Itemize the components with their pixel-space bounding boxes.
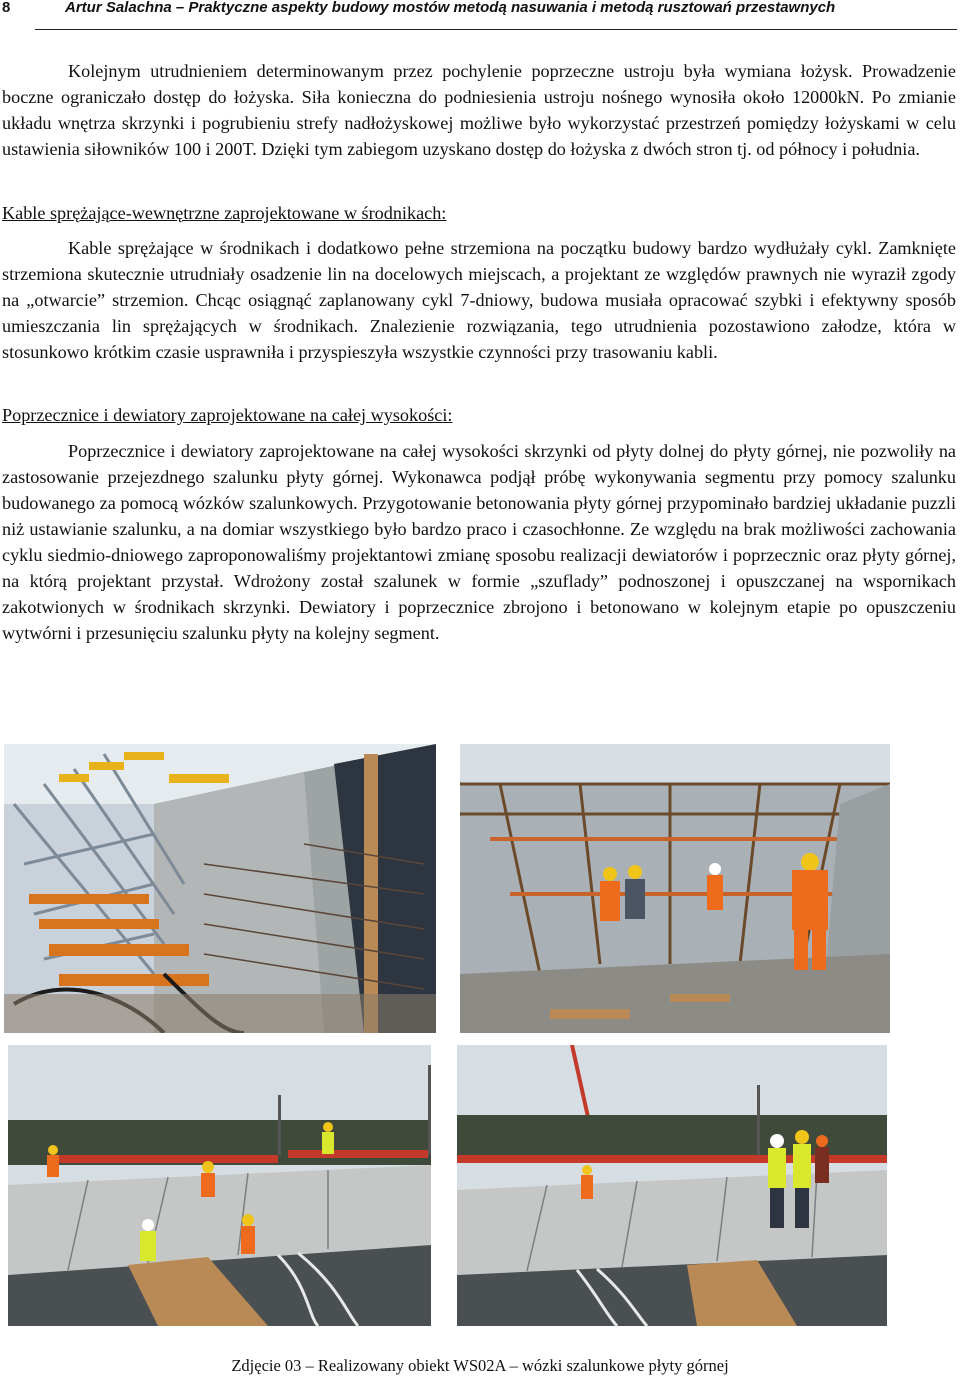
section-heading-crossbeams: Poprzecznice i dewiatory zaprojektowane na całej wysokości:	[2, 405, 453, 425]
intro-paragraph: Kolejnym utrudnieniem determinowanym przez pochylenie poprzeczne ustroju była wymiana łożysk. Prowadzenie boczne ograniczało dostęp do łożyska. Siła konieczna do podniesienia ustroju nośnego wynosiła około 12000kN. Po zmianie układu wnętrza skrzynki i pogrubieniu strefy nadłożyskowej możliwe było wykorzystać przestrzeń pomiędzy łożyskami w celu ustawienia siłowników 100 i 200T. Dzięki tym zabiegom uzyskano dostęp do łożyska z dwóch stron tj. od północy i południa.	[2, 61, 956, 159]
photo-deck-left	[8, 1045, 431, 1326]
photo-web-formwork-graphic	[4, 744, 436, 1033]
page-header	[0, 0, 960, 30]
cables-paragraph: Kable sprężające w środnikach i dodatkowo pełne strzemiona na początku budowy bardzo wydłużały cykl. Zamknięte strzemiona skutecznie utrudniały osadzenie lin na docelowych miejscach, a projektant ze względów prawnych nie wyraził zgody na „otwarcie” strzemion. Chcąc osiągnąć zaplanowany cykl 7-dniowy, budowa musiała opracować szybki i efektywny sposób umieszczania lin sprężających w środnikach. Znalezienie rozwiązania, tego utrudnienia pozostawiono załodze, która w stosunkowo krótkim czasie usprawniła i przyspieszyła wszystkie czynności przy trasowaniu kabli.	[2, 238, 956, 362]
photo-caption: Zdjęcie 03 – Realizowany obiekt WS02A – wózki szalunkowe płyty górnej	[231, 1356, 729, 1375]
cables-text-block	[2, 235, 956, 365]
photo-box-interior-graphic	[460, 744, 890, 1033]
running-title: Artur Salachna – Praktyczne aspekty budowy mostów metodą nasuwania i metodą rusztowań przestawnych	[65, 0, 836, 16]
section-heading-cables: Kable sprężające-wewnętrzne zaprojektowane w środnikach:	[2, 203, 447, 223]
photo-web-formwork	[4, 744, 436, 1033]
header-divider	[35, 29, 957, 30]
crossbeams-paragraph: Poprzecznice i dewiatory zaprojektowane na całej wysokości skrzynki od płyty dolnej do płyty górnej, nie pozwoliły na zastosowanie przejezdnego szalunku płyty górnej. Wykonawca podjął próbę wykonywania segmentu przy pomocy szalunku budowanego za pomocą wózków szalunkowych. Przygotowanie betonowania płyty górnej przypominało bardziej układanie puzzli niż ustawianie szalunku, a na domiar wszystkiego było bardzo praco i czasochłonne. Ze względu na brak możliwości zachowania cyklu siedmio-dniowego zaproponowaliśmy projektantowi zmianę sposobu realizacji dewiatorów i poprzecznic oraz płyty górnej, na którą projektant przystał. Wdrożony został szalunek w formie „szuflady” podnoszonej i opuszczanej na wspornikach zakotwionych w środnikach skrzynki. Dewiatory i poprzecznice zbrojono i betonowano w kolejnym etapie po opuszczeniu wytwórni i przesunięciu szalunku płyty na kolejny segment.	[2, 441, 956, 643]
page-number: 8	[2, 0, 11, 16]
photo-deck-left-graphic	[8, 1045, 431, 1326]
photo-box-interior	[460, 744, 890, 1033]
photo-deck-right-graphic	[457, 1045, 887, 1326]
intro-text-block	[2, 58, 956, 162]
photo-deck-right	[457, 1045, 887, 1326]
crossbeams-text-block	[2, 438, 956, 646]
